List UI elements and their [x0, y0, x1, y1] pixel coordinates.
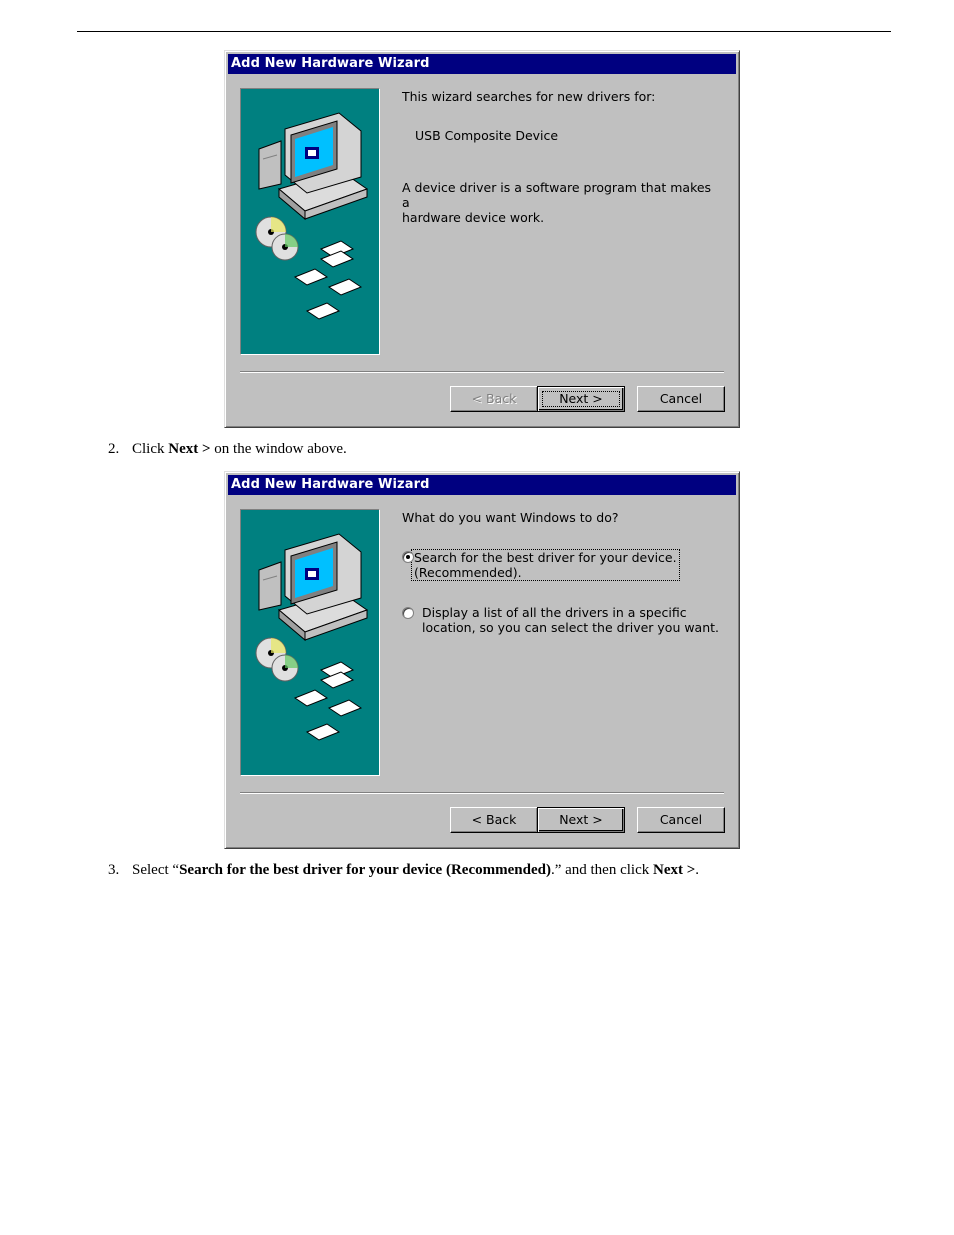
radio-option-display-list[interactable]	[402, 605, 719, 635]
top-rule	[77, 31, 891, 32]
option-1-line-2: (Recommended).	[414, 565, 522, 580]
radio-option-search[interactable]	[402, 549, 680, 581]
title-bar: Add New Hardware Wizard	[228, 54, 736, 74]
wizard-dialog-2	[224, 471, 740, 849]
step-2-caption: 2. Click Next > on the window above.	[108, 441, 347, 457]
wizard-dialog-1	[224, 50, 740, 428]
radio-button-selected[interactable]	[402, 551, 414, 563]
separator	[240, 792, 724, 794]
cancel-button[interactable]: Cancel	[637, 386, 725, 412]
description-line-2: hardware device work.	[402, 210, 545, 225]
wizard-illustration	[240, 88, 380, 355]
computer-and-disks-icon	[241, 89, 379, 354]
step-3-caption: 3. Select “Search for the best driver for your device (Recommended).” and then click Next >.	[108, 862, 700, 878]
description-line-1: A device driver is a software program that makes a	[402, 180, 712, 210]
radio-button-unselected[interactable]	[402, 607, 414, 619]
back-button[interactable]: < Back	[450, 807, 538, 833]
next-button[interactable]: Next >	[537, 807, 625, 833]
option-1-line-1: Search for the best driver for your device.	[414, 550, 677, 565]
option-2-line-2: location, so you can select the driver you want.	[422, 620, 720, 635]
back-button[interactable]: < Back	[450, 386, 538, 412]
computer-and-disks-icon	[241, 510, 379, 775]
question-text: What do you want Windows to do?	[402, 510, 619, 525]
intro-text: This wizard searches for new drivers for:	[402, 89, 656, 104]
title-bar: Add New Hardware Wizard	[228, 475, 736, 495]
wizard-illustration	[240, 509, 380, 776]
separator	[240, 371, 724, 373]
wizard-content	[402, 510, 722, 710]
device-name: USB Composite Device	[415, 128, 559, 143]
wizard-content	[402, 89, 722, 225]
next-button[interactable]: Next >	[537, 386, 625, 412]
option-2-line-1: Display a list of all the drivers in a specific	[422, 605, 687, 620]
cancel-button[interactable]: Cancel	[637, 807, 725, 833]
